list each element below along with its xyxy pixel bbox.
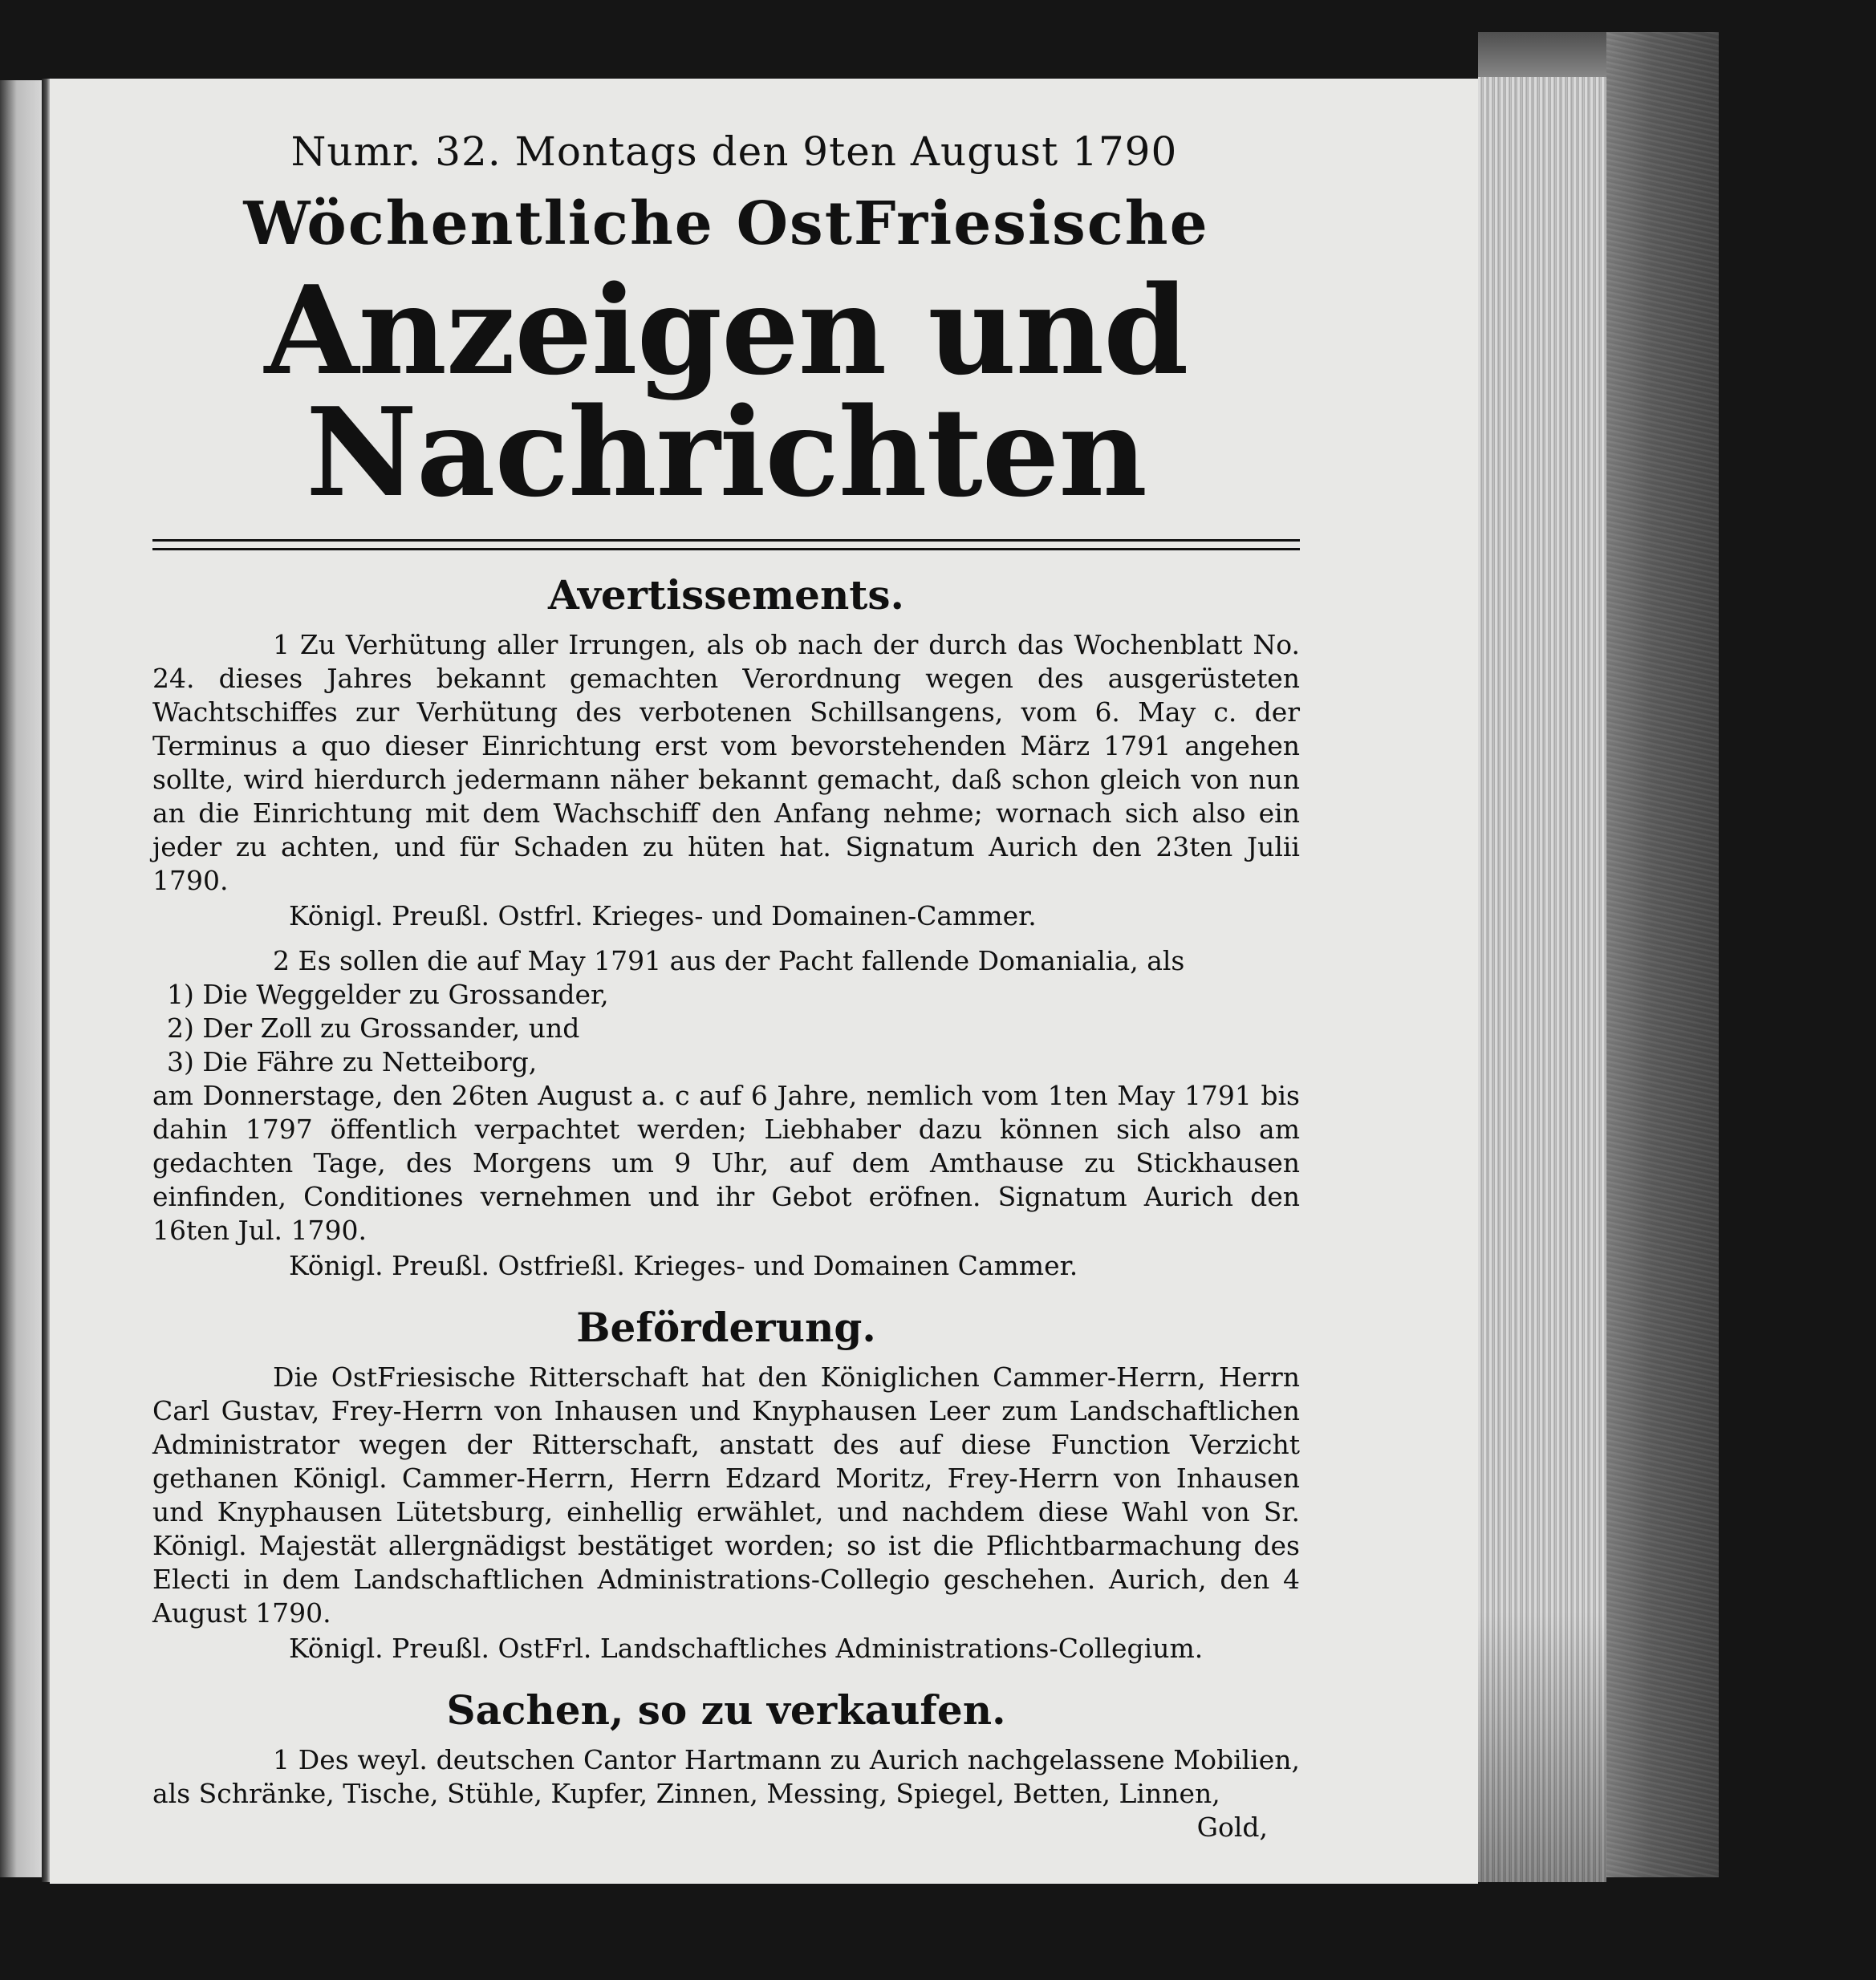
page-content xyxy=(152,128,1300,1844)
masthead-line-2: Anzeigen und Nachrichten xyxy=(264,258,1188,524)
catchword: Gold, xyxy=(1196,1812,1268,1843)
notice-1-text: 1 Zu Verhütung aller Irrungen, als ob nach der durch das Wochenblatt No. 24. dieses Jahres bekannt gemachten Verordnung wegen des ausgerüsteten Wachtschiffes zur Verhütung des verbotenen Schillsangens, vom 6. May c. der Terminus a quo dieser Einrichtung erst vom bevorstehenden März 1791 angehen sollte, wird hierdurch jedermann näher bekannt gemacht, daß schon gleich von nun an die Einrichtung mit dem Wachschiff den Anfang nehme; wornach sich also ein jeder zu achten, und für Schaden zu hüten hat. Signatum Aurich den 23ten Julii 1790. xyxy=(152,629,1300,896)
section-heading: Beförderung. xyxy=(576,1304,876,1351)
sale-1-text: 1 Des weyl. deutschen Cantor Hartmann zu Aurich nachgelassene Mobilien, als Schränke, Tische, Stühle, Kupfer, Zinnen, Messing, Spiegel, Betten, Linnen, xyxy=(152,1744,1300,1809)
list-item: 3) Die Fähre zu Netteiborg, xyxy=(167,1046,538,1077)
issue-dateline: Numr. 32. Montags den 9ten August 1790 xyxy=(290,128,1178,175)
page-block-shadow xyxy=(1478,77,1606,1882)
left-page-edge xyxy=(0,80,42,1877)
list-item: 2) Der Zoll zu Grossander, und xyxy=(167,1012,580,1044)
section-befoerderung xyxy=(152,1304,1300,1666)
book-gutter xyxy=(42,79,50,1882)
notice-2-intro: 2 Es sollen die auf May 1791 aus der Pacht fallende Domanialia, als xyxy=(273,945,1185,976)
notice-2-text: am Donnerstage, den 26ten August a. c auf 6 Jahre, nemlich vom 1ten May 1791 bis dahin 1797 öffentlich verpachtet werden; Liebhaber dazu können sich also am gedachten Tage, des Morgens um 9 Uhr, auf dem Amthause zu Stickhausen einfinden, Conditiones vernehmen und ihr Gebot eröfnen. Signatum Aurich den 16ten Jul. 1790. xyxy=(152,1080,1300,1246)
promotion-text: Die OstFriesische Ritterschaft hat den Königlichen Cammer-Herrn, Herrn Carl Gustav, Frey-Herrn von Inhausen und Knyphausen Leer zum Landschaftlichen Administrator wegen der Ritterschaft, anstatt des auf diese Function Verzicht gethanen Königl. Cammer-Herrn, Herrn Edzard Moritz, Frey-Herrn von Inhausen und Knyphausen Lütetsburg, einhellig erwählet, und nachdem diese Wahl von Sr. Königl. Majestät allergnädigst bestätiget worden; so ist die Pflichtbarmachung des Electi in dem Landschaftlichen Administrations-Collegio geschehen. Aurich, den 4 August 1790. xyxy=(152,1361,1300,1629)
notice-1-signature: Königl. Preußl. Ostfrl. Krieges- und Domainen-Cammer. xyxy=(289,900,1037,931)
masthead-line-1: Wöchentliche OstFriesische xyxy=(243,189,1209,258)
notice-2-signature: Königl. Preußl. Ostfrießl. Krieges- und Domainen Cammer. xyxy=(289,1250,1078,1281)
masthead-rule xyxy=(152,539,1300,550)
promotion-signature: Königl. Preußl. OstFrl. Landschaftliches Administrations-Collegium. xyxy=(289,1633,1204,1664)
book-cover-texture xyxy=(1606,32,1719,1877)
section-sachen xyxy=(152,1686,1300,1844)
section-avertissements xyxy=(152,571,1300,1283)
list-item: 1) Die Weggelder zu Grossander, xyxy=(167,979,609,1010)
section-heading: Avertissements. xyxy=(548,571,904,619)
notice-2-list xyxy=(152,978,1300,1079)
section-heading: Sachen, so zu verkaufen. xyxy=(446,1686,1006,1734)
